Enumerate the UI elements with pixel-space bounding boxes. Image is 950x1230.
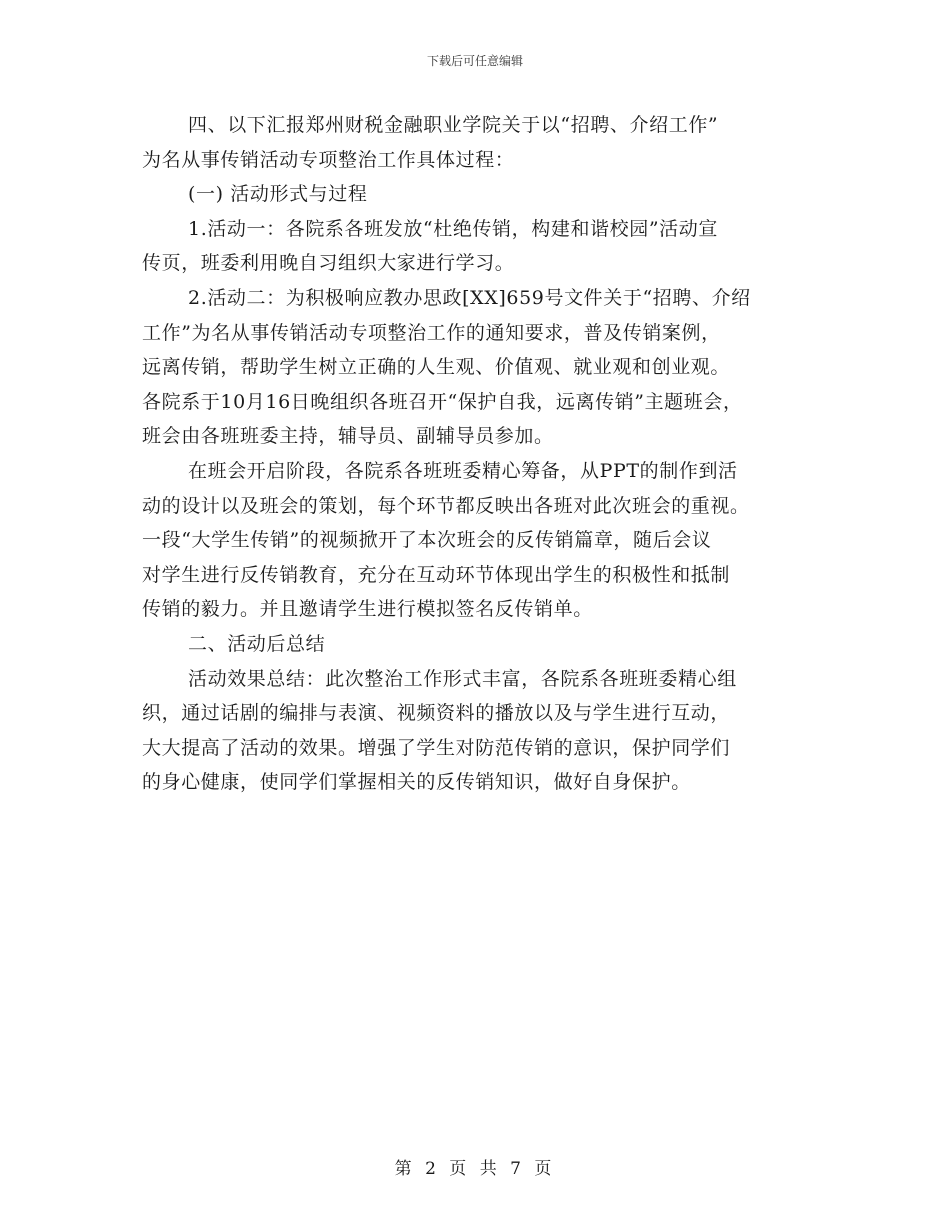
body-line: 为名从事传销活动专项整治工作具体过程： (142, 148, 515, 171)
page-header: 下载后可任意编辑 (426, 54, 523, 68)
body-line: 活动效果总结：此次整治工作形式丰富，各院系各班班委精心组 (188, 667, 737, 690)
body-line: 大大提高了活动的效果。增强了学生对防范传销的意识，保护同学们 (142, 736, 731, 759)
section-heading: (一) 活动形式与过程 (188, 183, 368, 206)
body-line: 在班会开启阶段，各院系各班班委精心筹备，从PPT的制作到活 (188, 459, 738, 482)
body-line: 远离传销，帮助学生树立正确的人生观、价值观、就业观和创业观。 (142, 356, 731, 379)
body-line: 一段“大学生传销”的视频掀开了本次班会的反传销篇章，随后会议 (142, 529, 712, 552)
body-line: 织，通过话剧的编排与表演、视频资料的播放以及与学生进行互动， (142, 702, 731, 725)
body-line: 班会由各班班委主持，辅导员、副辅导员参加。 (142, 425, 554, 448)
page-number: 第 2 页 共 7 页 (394, 1159, 556, 1179)
body-line: 的身心健康，使同学们掌握相关的反传销知识，做好自身保护。 (142, 771, 691, 794)
body-line: 传销的毅力。并且邀请学生进行模拟签名反传销单。 (142, 598, 593, 621)
document-body (142, 108, 832, 800)
body-line: 各院系于10月16日晚组织各班召开“保护自我，远离传销”主题班会， (142, 390, 743, 413)
body-line: 工作”为名从事传销活动专项整治工作的通知要求，普及传销案例， (142, 321, 721, 344)
body-line: 传页，班委利用晚自习组织大家进行学习。 (142, 252, 515, 275)
body-line: 动的设计以及班会的策划，每个环节都反映出各班对此次班会的重视。 (142, 494, 750, 517)
body-line: 2.活动二：为积极响应教办思政[XX]659号文件关于“招聘、介绍 (188, 286, 751, 309)
body-line: 对学生进行反传销教育，充分在互动环节体现出学生的积极性和抵制 (142, 563, 731, 586)
section-heading: 二、活动后总结 (188, 632, 326, 655)
body-line: 四、以下汇报郑州财税金融职业学院关于以“招聘、介绍工作” (188, 114, 719, 136)
body-line: 1.活动一：各院系各班发放“杜绝传销，构建和谐校园”活动宣 (188, 217, 718, 240)
